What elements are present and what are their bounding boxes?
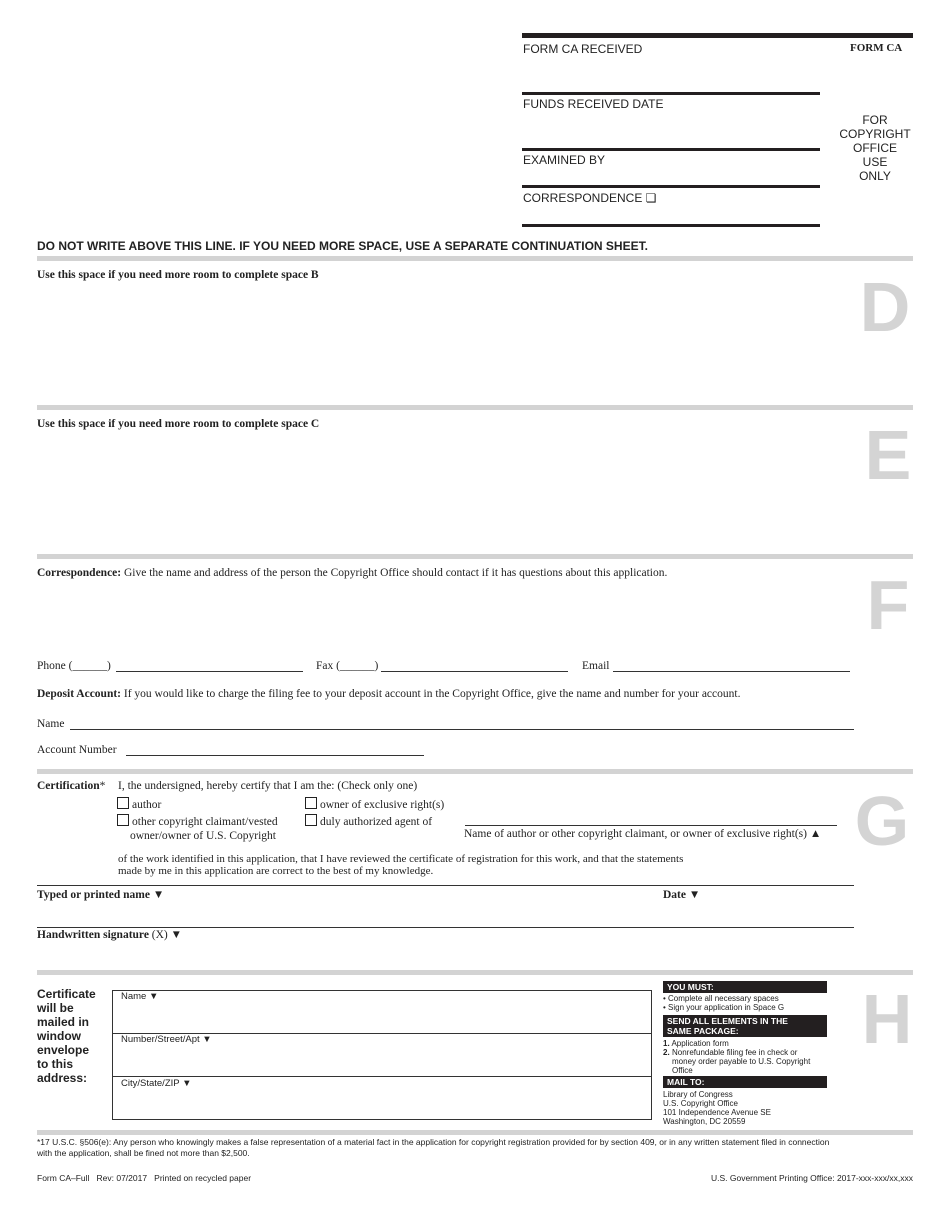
do-not-write-warning: DO NOT WRITE ABOVE THIS LINE. IF YOU NEED MORE SPACE, USE A SEPARATE CONTINUATION SHEET. [37, 239, 648, 253]
correspondence-heading: Correspondence: [37, 567, 122, 579]
footnote-line: *17 U.S.C. §506(e): Any person who knowingly makes a false representation of a material fact in the application for copyright registration provided for by section 409, or in any written statement filed in connection [37, 1137, 830, 1147]
send-item-text: Application form [671, 1039, 729, 1048]
address-line: Washington, DC 20559 [663, 1117, 746, 1126]
certification-statement [118, 853, 683, 877]
address-box-divider [112, 1076, 652, 1077]
section-f-bar [37, 554, 913, 559]
send-all-line: SEND ALL ELEMENTS IN THE [667, 1016, 788, 1026]
send-all-header [663, 1015, 827, 1037]
correspondence-input-area[interactable] [37, 586, 847, 654]
account-number-label: Account Number [37, 744, 117, 756]
send-all-line: SAME PACKAGE: [667, 1026, 739, 1036]
certification-statement-line: of the work identified in this application, that I have reviewed the certificate of registration for this work, and that the statements [118, 853, 684, 865]
mailed-label-line: address: [37, 1071, 88, 1085]
section-e-letter: E [864, 416, 912, 494]
date-label: Date ▼ [663, 889, 701, 901]
section-f-letter: F [866, 566, 910, 644]
address-line: 101 Independence Avenue SE [663, 1108, 771, 1117]
certification-asterisk: * [99, 780, 106, 792]
penalty-footnote [37, 1137, 913, 1159]
section-d-letter: D [859, 268, 911, 346]
send-item-text: Office [672, 1066, 693, 1075]
certificate-mailed-label [37, 987, 96, 1085]
mailed-label-line: window [37, 1029, 81, 1043]
handwritten-signature-label [37, 929, 182, 941]
examined-by-label: EXAMINED BY [523, 153, 606, 167]
correspondence-checkbox-label[interactable]: CORRESPONDENCE ❏ [523, 191, 657, 205]
other-claimant-checkbox[interactable] [117, 814, 129, 826]
correspondence-text: Give the name and address of the person the Copyright Office should contact if it has questions about this application. [124, 567, 668, 579]
office-rule-2 [522, 148, 820, 151]
email-label: Email [582, 660, 610, 672]
account-number-field[interactable] [126, 755, 424, 756]
fax-label: Fax (______) [316, 660, 379, 672]
form-id: FORM CA [850, 42, 903, 54]
certification-rule [37, 885, 854, 886]
phone-field[interactable] [116, 671, 303, 672]
funds-received-date-label: FUNDS RECEIVED DATE [523, 97, 664, 111]
you-must-item: • Complete all necessary spaces [663, 994, 779, 1003]
agent-checkbox[interactable] [305, 814, 317, 826]
option-agent[interactable] [305, 814, 432, 828]
use-only-line: OFFICE [853, 141, 897, 155]
option-other-claimant-label-2: owner/owner of U.S. Copyright [130, 830, 276, 842]
footnote-bar [37, 1130, 913, 1135]
mailed-label-line: envelope [37, 1043, 90, 1057]
certification-heading-text: Certification [37, 780, 100, 792]
send-item-text: money order payable to U.S. Copyright [672, 1057, 811, 1066]
footnote-line: with the application, shall be fined not more than $2,500. [37, 1148, 250, 1158]
send-item [663, 1039, 833, 1048]
form-revision-footer: Form CA–Full Rev: 07/2017 Printed on recycled paper [37, 1173, 252, 1183]
mailed-label-line: Certificate [37, 987, 96, 1001]
you-must-list [663, 994, 784, 1012]
mail-name-label: Name ▼ [121, 991, 159, 1002]
typed-name-field[interactable] [37, 903, 637, 925]
send-all-list [663, 1039, 833, 1075]
fax-field[interactable] [381, 671, 568, 672]
mail-street-label: Number/Street/Apt ▼ [121, 1034, 212, 1045]
office-rule-1 [522, 92, 820, 95]
office-top-rule [522, 33, 913, 38]
send-item [663, 1048, 833, 1075]
space-e-input-area[interactable] [37, 437, 847, 549]
signature-rule [37, 927, 854, 928]
send-item-text: Nonrefundable filing fee in check or [672, 1048, 798, 1057]
mailed-label-line: to this [37, 1057, 73, 1071]
mail-city-field[interactable] [113, 1091, 651, 1119]
signature-field[interactable] [37, 943, 854, 965]
office-rule-3 [522, 185, 820, 188]
deposit-name-label: Name [37, 718, 65, 730]
you-must-item: • Sign your application in Space G [663, 1003, 785, 1012]
section-g-bar [37, 769, 913, 774]
use-only-line: ONLY [859, 169, 891, 183]
use-only-line: FOR [862, 113, 888, 127]
signature-label-text: Handwritten signature [37, 929, 149, 941]
signature-x: (X) ▼ [151, 929, 183, 941]
option-agent-label: duly authorized agent of [320, 816, 433, 828]
author-checkbox[interactable] [117, 797, 129, 809]
option-owner-exclusive-label: owner of exclusive right(s) [320, 799, 445, 811]
option-other-claimant-label-1: other copyright claimant/vested [132, 816, 278, 828]
certification-statement-line: made by me in this application are correct to the best of my knowledge. [118, 865, 434, 877]
phone-label: Phone (______) [37, 660, 111, 672]
section-e-bar [37, 405, 913, 410]
mailed-label-line: will be [37, 1001, 74, 1015]
section-h-letter: H [861, 980, 913, 1058]
deposit-account-heading: Deposit Account: [37, 688, 122, 700]
send-item-number: 1. [663, 1039, 670, 1048]
use-only-line: USE [862, 155, 888, 169]
address-line: U.S. Copyright Office [663, 1099, 738, 1108]
owner-exclusive-checkbox[interactable] [305, 797, 317, 809]
send-item-number: 2. [663, 1048, 670, 1057]
certification-heading [37, 780, 105, 792]
deposit-account-text: If you would like to charge the filing fee to your deposit account in the Copyright Office, give the name and number for your account. [123, 688, 741, 700]
mail-name-field[interactable] [113, 1004, 651, 1032]
address-line: Library of Congress [663, 1090, 733, 1099]
mail-city-label: City/State/ZIP ▼ [121, 1078, 192, 1089]
mail-to-address [663, 1090, 771, 1126]
form-received-label: FORM CA RECEIVED [523, 42, 643, 56]
space-d-label: Use this space if you need more room to complete space B [37, 269, 319, 281]
use-only-line: COPYRIGHT [839, 127, 911, 141]
agent-of-name-field[interactable] [465, 825, 837, 826]
office-use-only [830, 113, 920, 183]
section-d-bar [37, 256, 913, 261]
office-rule-4 [522, 224, 820, 227]
option-other-claimant[interactable] [117, 814, 278, 843]
space-e-label: Use this space if you need more room to complete space C [37, 418, 320, 430]
option-owner-exclusive[interactable] [305, 797, 444, 811]
option-author-label: author [132, 799, 162, 811]
you-must-header: YOU MUST: [663, 981, 827, 993]
typed-name-label: Typed or printed name ▼ [37, 889, 165, 901]
deposit-account-instructions [37, 688, 740, 700]
email-field[interactable] [613, 671, 850, 672]
option-author[interactable] [117, 797, 161, 811]
space-d-input-area[interactable] [37, 288, 847, 400]
correspondence-instructions [37, 567, 667, 579]
mail-to-header: MAIL TO: [663, 1076, 827, 1088]
deposit-name-field[interactable] [70, 729, 854, 730]
section-h-bar [37, 970, 913, 975]
section-g-letter: G [854, 782, 910, 860]
agent-of-name-caption: Name of author or other copyright claimant, or owner of exclusive right(s) ▲ [464, 828, 822, 840]
date-field[interactable] [663, 903, 853, 925]
mail-street-field[interactable] [113, 1047, 651, 1075]
mailed-label-line: mailed in [37, 1015, 90, 1029]
gpo-footer: U.S. Government Printing Office: 2017-xxx-xxx/xx,xxx [710, 1173, 913, 1183]
certification-intro: I, the undersigned, hereby certify that I am the: (Check only one) [118, 780, 418, 792]
